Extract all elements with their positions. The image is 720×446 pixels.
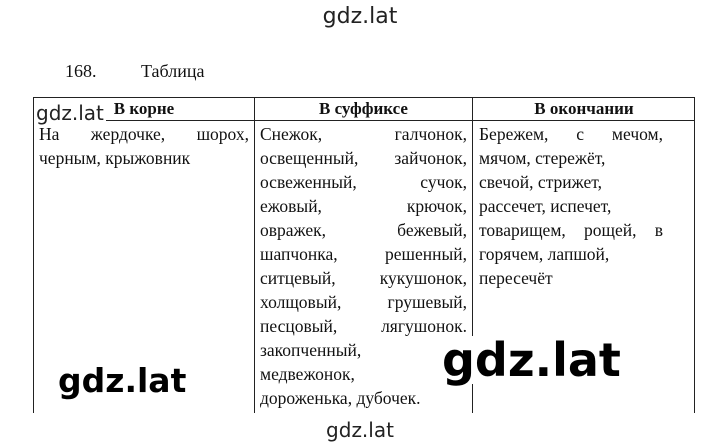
cell-line: песцовый, лягушонок. (260, 316, 467, 336)
cell-line: мячом, стережёт, (479, 148, 606, 168)
watermark-big-left: gdz.lat (58, 361, 187, 400)
cell-line: холщовый, грушевый, (260, 292, 467, 312)
cell-line: освещенный, зайчонок, (260, 148, 467, 168)
cell-line: На жердочке, шорох, (39, 124, 249, 144)
header-suffix: В суффиксе (319, 99, 408, 118)
cell-line: шапчонка, решенный, (260, 244, 467, 264)
cell-line: горячем, лапшой, (479, 244, 610, 264)
cell-line: освеженный, сучок, (260, 172, 467, 192)
task-title: Таблица (141, 61, 205, 81)
cell-ending (479, 122, 663, 290)
header-ending: В окончании (534, 99, 634, 118)
cell-root (39, 122, 249, 170)
column-divider (254, 98, 255, 413)
cell-line: дороженька, дубочек. (260, 388, 421, 408)
cell-line: рассечет, испечет, (479, 196, 612, 216)
cell-line: товарищем, рощей, в (479, 220, 663, 240)
cell-line: медвежонок, (260, 364, 355, 384)
watermark-big-center: gdz.lat (442, 333, 621, 387)
cell-line: Снежок, галчонок, (260, 124, 467, 144)
cell-line: пересечёт (479, 268, 553, 288)
cell-line: Бережем, с мечом, (479, 124, 663, 144)
cell-line: свечой, стрижет, (479, 172, 603, 192)
header-divider (34, 120, 694, 121)
cell-suffix (260, 122, 467, 410)
watermark-cell: gdz.lat (36, 101, 104, 125)
cell-line: ежовый, крючок, (260, 196, 467, 216)
watermark-bottom: gdz.lat (326, 418, 394, 442)
cell-line: овражек, бежевый, (260, 220, 467, 240)
header-root: В корне (113, 99, 175, 118)
watermark-top: gdz.lat (322, 4, 398, 29)
cell-line: ситцевый, кукушонок, (260, 268, 467, 288)
task-number: 168. (65, 61, 97, 81)
cell-line: черным, крыжовник (39, 148, 191, 168)
cell-line: закопченный, (260, 340, 362, 360)
